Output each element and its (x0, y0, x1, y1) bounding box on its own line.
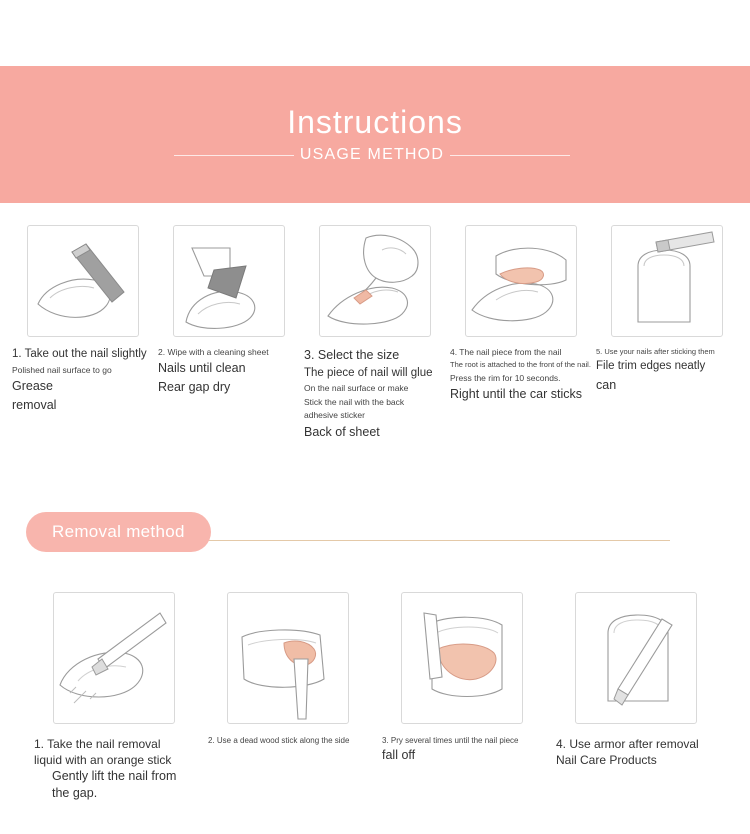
removal-method-badge: Removal method (26, 512, 211, 552)
caption-line: Back of sheet (304, 424, 380, 439)
usage-step-2-caption (158, 347, 300, 396)
caption-line: 2. Wipe with a cleaning sheet (158, 347, 269, 357)
caption-line: 4. The nail piece from the nail (450, 347, 562, 357)
caption-line: On the nail surface or make (304, 383, 409, 394)
removal-step-3 (382, 592, 542, 802)
usage-step-1-figure (27, 225, 139, 337)
removal-step-2 (208, 592, 368, 802)
usage-steps-row (0, 225, 750, 443)
caption-line: fall off (382, 747, 416, 762)
nail-file-on-nail-icon (28, 226, 139, 337)
usage-step-3 (304, 225, 446, 443)
caption-line: File trim edges neatly (596, 360, 706, 373)
removal-step-4-caption (556, 736, 716, 768)
caption-line: The root is attached to the front of the nail. (450, 360, 591, 370)
usage-step-5 (596, 225, 738, 443)
caption-line: Polished nail surface to go (12, 364, 112, 375)
caption-line: Press the rim for 10 seconds. (450, 372, 561, 383)
caption-line: Nail Care Products (556, 753, 657, 768)
removal-step-1-figure (53, 592, 175, 724)
caption-line: 3. Pry several times until the nail piece (382, 736, 519, 745)
usage-step-5-figure (611, 225, 723, 337)
usage-step-1 (12, 225, 154, 443)
removal-step-2-figure (227, 592, 349, 724)
removal-step-4-figure (575, 592, 697, 724)
removal-method-header (0, 512, 750, 558)
caption-line: 1. Take out the nail slightly (12, 348, 147, 360)
page-title: Instructions (287, 103, 463, 140)
usage-step-4 (450, 225, 592, 443)
wood-stick-side-lift-icon (228, 593, 349, 724)
usage-step-3-figure (319, 225, 431, 337)
banner-subtitle: USAGE METHOD (299, 146, 445, 164)
caption-line: adhesive sticker (304, 410, 365, 421)
removal-steps-row (0, 592, 750, 802)
nail-care-after-removal-icon (576, 593, 697, 724)
caption-line: 3. Select the size (304, 348, 400, 362)
divider-left (174, 155, 294, 156)
usage-steps-section (0, 225, 750, 443)
caption-line: 1. Take the nail removal (34, 737, 161, 751)
instructions-banner (0, 66, 750, 203)
press-nail-with-finger-icon (466, 226, 577, 337)
caption-line: liquid with an orange stick (34, 753, 172, 768)
caption-line: 2. Use a dead wood stick along the side (208, 736, 350, 745)
usage-step-2 (158, 225, 300, 443)
caption-line: Grease (12, 378, 53, 393)
caption-line: removal (12, 397, 57, 412)
caption-line: Gently lift the nail from the gap. (52, 769, 177, 801)
caption-line: Nails until clean (158, 361, 246, 376)
caption-line: can (596, 377, 617, 392)
removal-step-1-caption (34, 736, 194, 802)
banner-subtitle-row (0, 146, 750, 164)
removal-step-3-caption (382, 736, 542, 764)
usage-step-4-figure (465, 225, 577, 337)
usage-step-3-caption (304, 347, 446, 441)
cleaning-wipe-icon (174, 226, 285, 337)
caption-line: 4. Use armor after removal (556, 737, 699, 751)
pry-nail-piece-icon (402, 593, 523, 724)
removal-step-2-caption (208, 736, 368, 747)
caption-line: The piece of nail will glue (304, 366, 433, 379)
caption-line: Stick the nail with the back (304, 396, 405, 407)
caption-line: Right until the car sticks (450, 387, 582, 402)
nail-file-trim-icon (612, 226, 723, 337)
removal-step-3-figure (401, 592, 523, 724)
caption-line: Rear gap dry (158, 380, 231, 395)
removal-divider (180, 540, 670, 541)
usage-step-1-caption (12, 347, 154, 414)
hand-selecting-nail-icon (320, 226, 431, 337)
divider-right (450, 155, 570, 156)
removal-step-4 (556, 592, 716, 802)
usage-step-5-caption (596, 347, 738, 394)
usage-step-2-figure (173, 225, 285, 337)
removal-step-1 (34, 592, 194, 802)
usage-step-4-caption (450, 347, 592, 403)
dropper-liquid-on-nail-icon (54, 593, 175, 724)
caption-line: 5. Use your nails after sticking them (596, 347, 715, 356)
removal-steps-section (0, 592, 750, 802)
